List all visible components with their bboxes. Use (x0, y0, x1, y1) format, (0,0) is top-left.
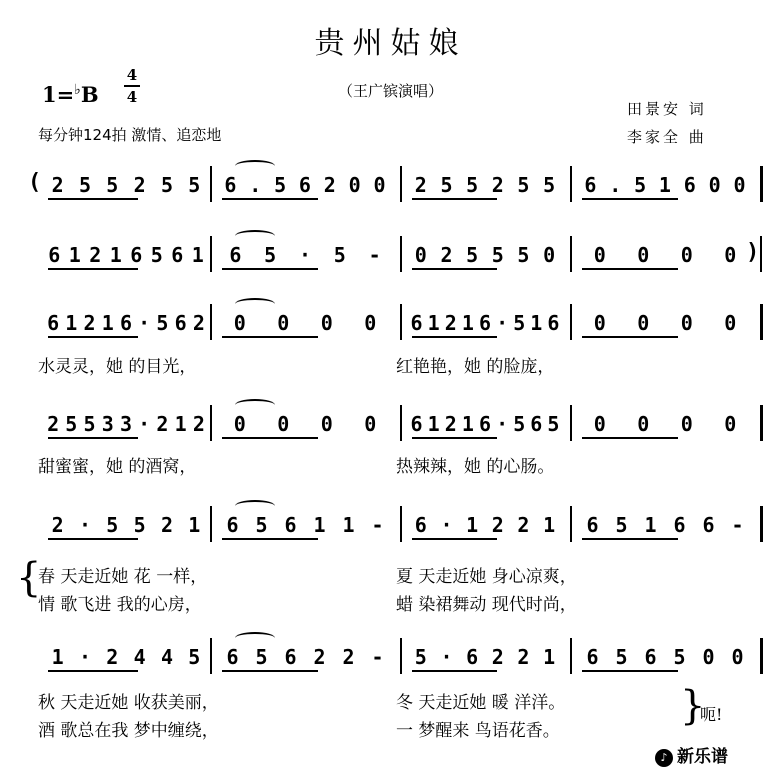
bar-line (400, 638, 402, 674)
note: 2 (517, 645, 530, 669)
song-title: 贵州姑娘 (314, 26, 467, 61)
note: 2 (517, 513, 530, 537)
measure (578, 642, 752, 672)
note: 5 (414, 645, 427, 669)
music-note-icon: ♪ (655, 749, 673, 767)
note: 0 (364, 311, 377, 335)
beam-underline (48, 437, 138, 439)
measure (218, 240, 392, 270)
note: 6 (478, 412, 492, 436)
bar-line (570, 506, 572, 542)
lyric-line-left: 情 歌飞进 我的心房， (38, 595, 202, 615)
note: · (78, 645, 92, 669)
flat-symbol: ♭ (74, 82, 81, 98)
measure (578, 510, 752, 540)
time-bottom: 4 (126, 88, 138, 106)
key-note: B (80, 82, 99, 107)
note: 5 (156, 311, 169, 335)
beam-underline (582, 437, 678, 439)
note: · (496, 311, 509, 335)
slur (235, 230, 275, 242)
note: 5 (188, 645, 201, 669)
lyric-line-right: 蜡 染裙舞动 现代时尚， (396, 595, 577, 615)
lyric-line-right: 一 梦醒来 鸟语花香。 (396, 721, 560, 741)
note: 1 (461, 311, 474, 335)
note: 1 (174, 412, 187, 436)
brand-logo (655, 742, 728, 767)
note: 2 (444, 412, 457, 436)
note: 1 (530, 311, 543, 335)
measure (218, 308, 392, 338)
note: 1 (101, 311, 114, 335)
note: 2 (491, 173, 504, 197)
note: 6 (229, 243, 242, 267)
note: · (440, 645, 453, 669)
note: 5 (673, 645, 686, 669)
bar-line (400, 304, 402, 340)
note: 1 (543, 513, 556, 537)
note: 0 (680, 412, 693, 436)
measure (44, 510, 208, 540)
note: 2 (51, 173, 64, 197)
bar-line (210, 405, 212, 441)
measure (408, 240, 562, 270)
beam-underline (412, 538, 497, 540)
note: - (371, 513, 384, 537)
note: 5 (150, 243, 163, 267)
note: 5 (65, 412, 78, 436)
measure (578, 170, 752, 200)
measure (218, 510, 392, 540)
note: 2 (89, 243, 102, 267)
lyric-line-left: 甜蜜蜜，她 的酒窝， (38, 457, 197, 477)
beam-underline (48, 538, 138, 540)
note: 0 (320, 311, 333, 335)
note: 5 (106, 173, 119, 197)
note: 2 (133, 173, 146, 197)
note: 0 (233, 311, 246, 335)
measure (44, 308, 208, 338)
note: 1 (461, 412, 474, 436)
note: 6 (224, 173, 237, 197)
note: 0 (724, 412, 737, 436)
note: 6 (226, 513, 239, 537)
bar-line (400, 405, 402, 441)
bar-line (400, 506, 402, 542)
beam-underline (48, 670, 138, 672)
measure (408, 510, 562, 540)
note: 0 (637, 412, 650, 436)
note: 4 (133, 645, 146, 669)
measure (408, 308, 562, 338)
note: 6 (410, 412, 423, 436)
measure (218, 170, 392, 200)
note: · (298, 243, 312, 267)
note: 6 (410, 311, 423, 335)
note: 0 (414, 243, 427, 267)
beam-underline (48, 268, 138, 270)
note: 6 (174, 311, 187, 335)
bar-line (760, 236, 762, 272)
key-signature (42, 82, 99, 107)
bar-line (760, 166, 763, 202)
note: · (440, 513, 453, 537)
note: 5 (264, 243, 277, 267)
note: 6 (226, 645, 239, 669)
note: 1 (644, 513, 657, 537)
lyricist-credit: 田景安 词 (627, 100, 707, 118)
note: 6 (673, 513, 686, 537)
bar-line (760, 506, 763, 542)
bar-line (400, 236, 402, 272)
note: 6 (547, 311, 560, 335)
note: 2 (51, 513, 64, 537)
slur (235, 632, 275, 644)
note: 6 (284, 645, 297, 669)
beam-underline (222, 336, 318, 338)
tempo-marking: 每分钟124拍 激情、追恋地 (38, 126, 222, 144)
beam-underline (412, 268, 497, 270)
note: 0 (373, 173, 386, 197)
note: 6 (530, 412, 543, 436)
measure (408, 409, 562, 439)
beam-underline (48, 336, 138, 338)
note: 0 (277, 311, 290, 335)
note: 1 (543, 645, 556, 669)
beam-underline (222, 437, 318, 439)
note: 0 (724, 243, 737, 267)
beam-underline (222, 268, 318, 270)
measure (578, 409, 752, 439)
note: 0 (348, 173, 361, 197)
bar-line (570, 638, 572, 674)
time-top: 4 (126, 66, 138, 84)
note: 0 (708, 173, 721, 197)
slur (235, 500, 275, 512)
measure (578, 308, 752, 338)
note: 5 (543, 173, 556, 197)
time-divider (124, 85, 140, 87)
score-row (30, 170, 760, 200)
singer-credit: （王广镔演唱） (338, 82, 444, 100)
beam-underline (582, 198, 678, 200)
note: 0 (543, 243, 556, 267)
beam-underline (582, 538, 678, 540)
bar-line (210, 166, 212, 202)
note: 6 (298, 173, 311, 197)
note: 5 (517, 173, 530, 197)
note: 0 (637, 311, 650, 335)
note: 0 (320, 412, 333, 436)
note: 6 (48, 243, 61, 267)
beam-underline (222, 670, 318, 672)
note: 2 (106, 645, 119, 669)
note: 5 (615, 645, 628, 669)
beam-underline (412, 198, 497, 200)
note: 1 (658, 173, 671, 197)
note: 5 (255, 645, 268, 669)
note: 1 (188, 513, 201, 537)
note: - (731, 513, 744, 537)
note: 2 (160, 513, 173, 537)
note: 1 (51, 645, 64, 669)
note: 1 (109, 243, 122, 267)
note: 0 (733, 173, 746, 197)
note: 5 (133, 513, 146, 537)
lyric-line-right: 冬 天走近她 暖 洋洋。 (396, 693, 566, 713)
note: 1 (68, 243, 81, 267)
note: 2 (47, 412, 60, 436)
note: 2 (414, 173, 427, 197)
beam-underline (412, 670, 497, 672)
beam-underline (48, 198, 138, 200)
note: 0 (702, 645, 715, 669)
note: 2 (444, 311, 457, 335)
bar-line (210, 638, 212, 674)
ending-word: 呃! (700, 705, 723, 724)
bar-line (760, 304, 763, 340)
note: 5 (513, 311, 526, 335)
bar-line (210, 506, 212, 542)
note: 5 (274, 173, 287, 197)
note: 0 (680, 311, 693, 335)
note: 6 (414, 513, 427, 537)
note: 5 (466, 243, 479, 267)
note: 1 (65, 311, 78, 335)
note: 5 (547, 412, 560, 436)
note: 5 (83, 412, 96, 436)
note: 2 (440, 243, 453, 267)
note: 2 (323, 173, 336, 197)
note: 1 (191, 243, 204, 267)
lyric-line-right: 热辣辣，她 的心肠。 (396, 457, 555, 477)
note: 0 (593, 311, 606, 335)
slur (235, 399, 275, 411)
note: 6 (584, 173, 597, 197)
bar-line (570, 304, 572, 340)
note: 1 (427, 311, 440, 335)
lyric-line-right: 红艳艳，她 的脸庞， (396, 357, 555, 377)
note: 5 (188, 173, 201, 197)
note: 6 (702, 513, 715, 537)
note: · (78, 513, 92, 537)
note: 5 (440, 173, 453, 197)
lyric-line-left: 秋 天走近她 收获美丽， (38, 693, 219, 713)
bar-line (570, 236, 572, 272)
score-row (30, 409, 760, 439)
verse-brace-2: } (680, 683, 706, 729)
lyric-line-left: 水灵灵，她 的目光， (38, 357, 197, 377)
note: 5 (615, 513, 628, 537)
note: - (371, 645, 384, 669)
measure (44, 240, 208, 270)
note: 5 (634, 173, 647, 197)
note: 1 (342, 513, 355, 537)
note: 2 (192, 311, 205, 335)
note: 6 (466, 645, 479, 669)
note: 6 (586, 513, 599, 537)
slur (235, 160, 275, 172)
note: 5 (78, 173, 92, 197)
note: 0 (731, 645, 744, 669)
note: 2 (491, 645, 504, 669)
note: 3 (101, 412, 114, 436)
beam-underline (582, 268, 678, 270)
note: 5 (160, 173, 173, 197)
note: 3 (119, 412, 132, 436)
lyric-line-right: 夏 天走近她 身心凉爽， (396, 567, 577, 587)
score-row (30, 510, 760, 540)
beam-underline (412, 437, 497, 439)
note: 5 (255, 513, 268, 537)
score-row (30, 308, 760, 338)
note: 5 (491, 243, 504, 267)
note: 0 (593, 243, 606, 267)
beam-underline (582, 336, 678, 338)
beam-underline (582, 670, 678, 672)
measure (44, 409, 208, 439)
beam-underline (412, 336, 497, 338)
lyric-line-left: 酒 歌总在我 梦中缠绕， (38, 721, 219, 741)
note: 0 (277, 412, 290, 436)
bar-line (570, 405, 572, 441)
note: 2 (83, 311, 96, 335)
measure (218, 409, 392, 439)
note: 2 (313, 645, 326, 669)
note: 0 (724, 311, 737, 335)
note: 6 (586, 645, 599, 669)
time-signature (124, 66, 140, 106)
note: 5 (333, 243, 346, 267)
note: 6 (478, 311, 492, 335)
note: 6 (171, 243, 184, 267)
bar-line (570, 166, 572, 202)
note: 5 (517, 243, 530, 267)
note: 6 (683, 173, 696, 197)
key-prefix: 1= (42, 82, 75, 107)
note: 2 (156, 412, 169, 436)
measure (578, 240, 752, 270)
note: · (138, 412, 151, 436)
bar-line (210, 236, 212, 272)
note: 5 (513, 412, 526, 436)
brand-name: 新乐谱 (677, 747, 728, 767)
bar-line (760, 638, 763, 674)
measure (218, 642, 392, 672)
note: 5 (106, 513, 119, 537)
close-paren: ) (746, 240, 760, 265)
note: · (138, 311, 151, 335)
note: 1 (313, 513, 326, 537)
measure (44, 170, 208, 200)
beam-underline (222, 538, 318, 540)
note: . (249, 173, 262, 197)
note: - (368, 243, 381, 267)
lyric-line-left: 春 天走近她 花 一样， (38, 567, 208, 587)
note: · (496, 412, 509, 436)
note: 2 (192, 412, 205, 436)
composer-credit: 李家全 曲 (627, 128, 707, 146)
note: 0 (680, 243, 693, 267)
note: . (609, 173, 622, 197)
measure (44, 642, 208, 672)
beam-underline (222, 198, 318, 200)
slur (235, 298, 275, 310)
note: 6 (119, 311, 132, 335)
note: 6 (284, 513, 297, 537)
note: 0 (233, 412, 246, 436)
note: 6 (130, 243, 143, 267)
bar-line (760, 405, 763, 441)
note: 1 (466, 513, 479, 537)
note: 6 (644, 645, 657, 669)
note: 2 (491, 513, 504, 537)
note: 0 (637, 243, 650, 267)
score-row (30, 240, 760, 270)
note: 1 (427, 412, 440, 436)
note: 2 (342, 645, 355, 669)
measure (408, 170, 562, 200)
score-row (30, 642, 760, 672)
verse-brace-1: { (16, 555, 42, 601)
note: 0 (364, 412, 377, 436)
bar-line (400, 166, 402, 202)
note: 6 (47, 311, 60, 335)
note: 0 (593, 412, 606, 436)
measure (408, 642, 562, 672)
bar-line (210, 304, 212, 340)
open-paren: ( (28, 170, 42, 195)
note: 4 (160, 645, 173, 669)
note: 5 (466, 173, 479, 197)
